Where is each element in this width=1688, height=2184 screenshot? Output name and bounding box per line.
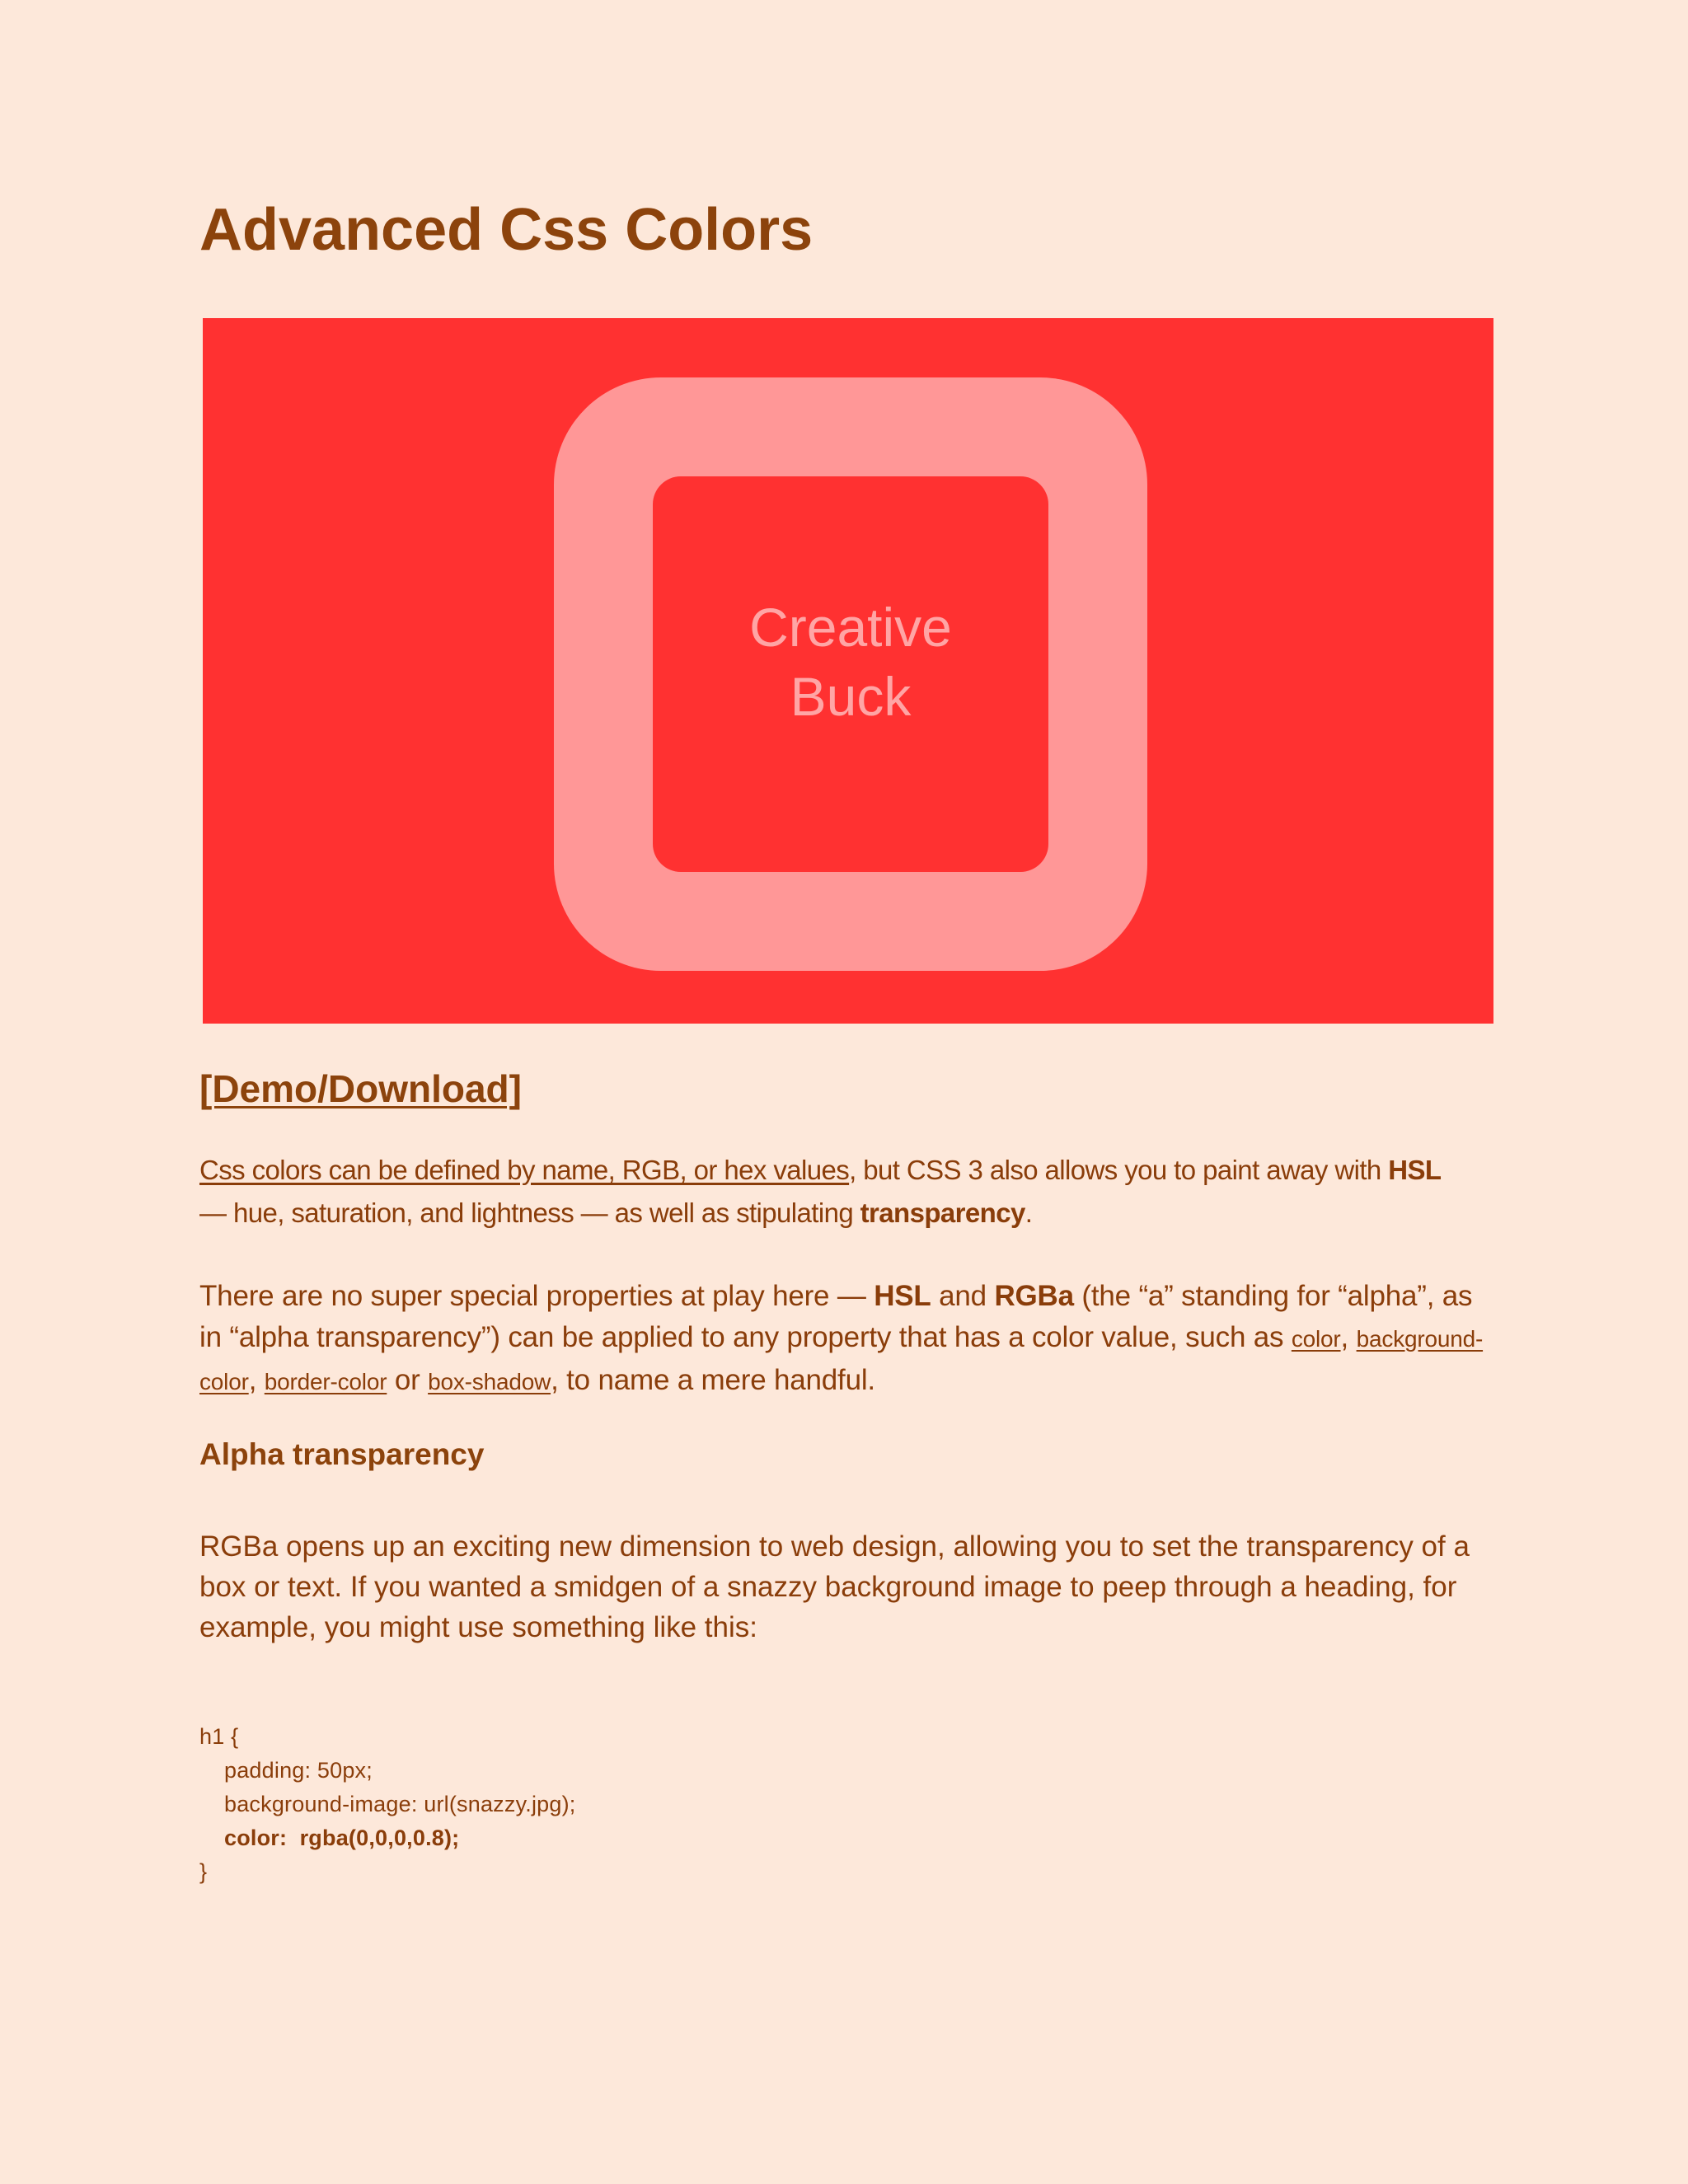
code-line-2: padding: 50px; — [224, 1758, 373, 1783]
code-line-4 — [199, 1821, 576, 1855]
code-line-4-bold: color: rgba(0,0,0,0.8); — [224, 1825, 460, 1850]
intro-text-1: , but CSS 3 also allows you to paint away with — [849, 1155, 1389, 1185]
code-block — [199, 1720, 576, 1889]
props-text-1: There are no super special properties at play here — — [199, 1280, 874, 1312]
intro-text-3: . — [1025, 1197, 1033, 1228]
intro-paragraph — [199, 1149, 1493, 1235]
intro-text-2: — hue, saturation, and lightness — as well as stipulating — [199, 1197, 860, 1228]
code-line-5: } — [199, 1859, 208, 1884]
section-heading: Alpha transparency — [199, 1437, 485, 1471]
transparency-bold: transparency — [860, 1197, 1025, 1228]
logo-ring — [554, 377, 1147, 971]
box-shadow-link[interactable]: box-shadow — [428, 1369, 551, 1394]
hsl-bold-2: HSL — [874, 1280, 931, 1312]
rgba-paragraph: RGBa opens up an exciting new dimension to web design, allowing you to set the transparency of a box or text. If you wanted a smidgen of a snazzy background image to peep through a heading, for example, you might use something like this: — [199, 1530, 1470, 1643]
logo-line-2: Buck — [790, 666, 912, 727]
demo-download-link[interactable]: [Demo/Download] — [199, 1067, 522, 1110]
props-text-2: (the “a” standing for “alpha”, as in “alpha transparency”) can be applied to any property that has a color value, such as — [199, 1280, 1473, 1353]
hsl-bold: HSL — [1388, 1155, 1442, 1185]
hero-image — [203, 318, 1493, 1024]
props-and: and — [931, 1280, 995, 1312]
rgba-bold: RGBa — [994, 1280, 1074, 1312]
css-colors-link[interactable]: Css colors can be defined by name, RGB, or hex values — [199, 1155, 850, 1185]
code-line-3: background-image: url(snazzy.jpg); — [224, 1792, 576, 1816]
props-sep-1: , — [1340, 1321, 1357, 1353]
border-color-link[interactable]: border-color — [264, 1369, 387, 1394]
background-color-link[interactable]: background-color — [199, 1326, 1484, 1394]
properties-paragraph — [199, 1276, 1493, 1403]
logo-line-1: Creative — [749, 597, 952, 658]
props-or: or — [387, 1364, 429, 1396]
logo-inner-square — [653, 476, 1048, 872]
props-sep-2: , — [248, 1364, 265, 1396]
code-line-1: h1 { — [199, 1724, 239, 1749]
color-link[interactable]: color — [1291, 1326, 1341, 1352]
props-text-3: , to name a mere handful. — [551, 1364, 875, 1396]
logo-text — [653, 476, 1048, 872]
page-title: Advanced Css Colors — [199, 197, 814, 263]
